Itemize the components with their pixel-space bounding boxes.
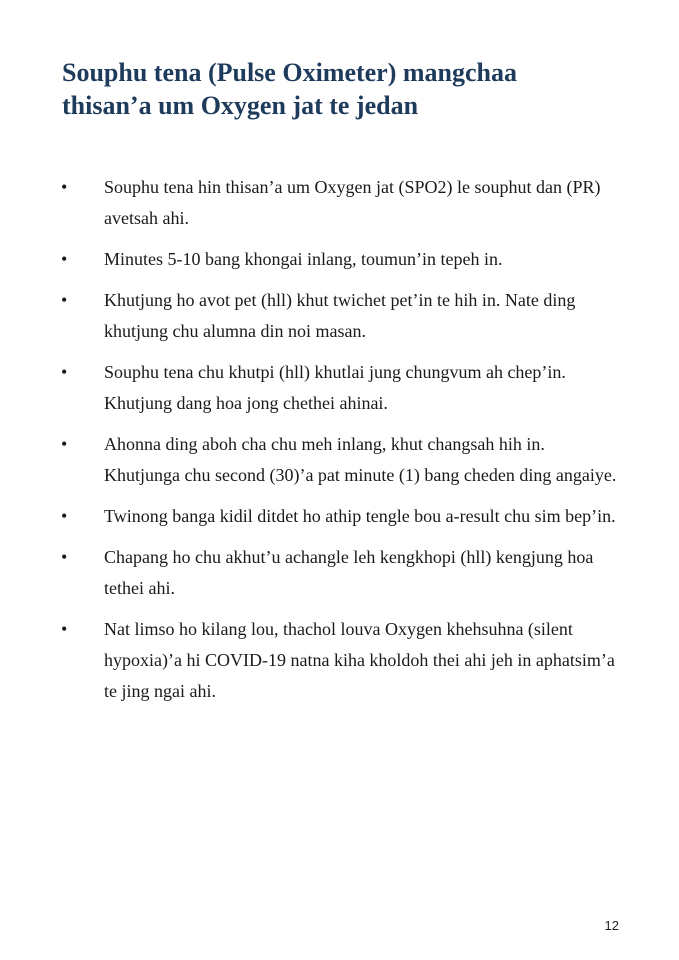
list-item-text: Ahonna ding aboh cha chu meh inlang, khut changsah hih in. Khutjunga chu second (30)’a pat minute (1) bang cheden ding angaiye.	[104, 434, 617, 485]
list-item	[0, 357, 679, 419]
list-item-text: Souphu tena hin thisan’a um Oxygen jat (SPO2) le souphut dan (PR) avetsah ahi.	[104, 177, 601, 228]
list-item	[0, 614, 679, 707]
bullet-list	[0, 172, 679, 717]
bullet-icon: •	[61, 177, 68, 197]
bullet-icon: •	[61, 362, 68, 382]
list-item	[0, 542, 679, 604]
list-item-text: Khutjung ho avot pet (hll) khut twichet pet’in te hih in. Nate ding khutjung chu alumna din noi masan.	[104, 290, 576, 341]
bullet-icon: •	[61, 290, 68, 310]
list-item-text: Souphu tena chu khutpi (hll) khutlai jung chungvum ah chep’in. Khutjung dang hoa jong chethei ahinai.	[104, 362, 566, 413]
list-item	[0, 285, 679, 347]
list-item-text: Minutes 5-10 bang khongai inlang, toumun’in tepeh in.	[104, 249, 503, 269]
page-title	[62, 56, 622, 122]
list-item	[0, 244, 679, 275]
title-line-1: Souphu tena (Pulse Oximeter) mangchaa	[62, 58, 517, 87]
bullet-icon: •	[61, 619, 68, 639]
list-item-text: Twinong banga kidil ditdet ho athip tengle bou a-result chu sim bep’in.	[104, 506, 616, 526]
title-line-2: thisan’a um Oxygen jat te jedan	[62, 91, 419, 120]
list-item	[0, 429, 679, 491]
list-item-text: Chapang ho chu akhut’u achangle leh kengkhopi (hll) kengjung hoa tethei ahi.	[104, 547, 594, 598]
bullet-icon: •	[61, 506, 68, 526]
page-number: 12	[604, 918, 619, 933]
bullet-icon: •	[61, 249, 68, 269]
list-item	[0, 172, 679, 234]
bullet-icon: •	[61, 547, 68, 567]
bullet-icon: •	[61, 434, 68, 454]
list-item	[0, 501, 679, 532]
list-item-text: Nat limso ho kilang lou, thachol louva Oxygen khehsuhna (silent hypoxia)’a hi COVID-19 natna kiha kholdoh thei ahi jeh in aphatsim’a te jing ngai ahi.	[104, 619, 615, 701]
